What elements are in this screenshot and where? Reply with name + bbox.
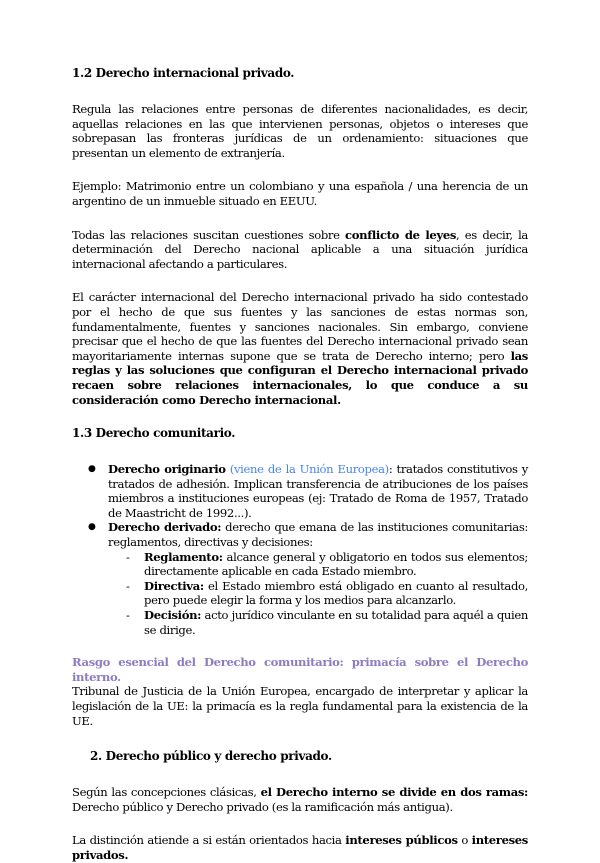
text: El carácter internacional del Derecho internacional privado ha sido contestado por el hecho de que sus fuentes y las sanciones de estas normas son, fundamentalmente, fuentes y sanciones nacionales. Sin embargo, conviene precisar que el hecho de que las fuentes del Derecho internacional privado sean mayoritariamente internas supone que se trata de Derecho interno; pero (72, 290, 528, 363)
dash-list (108, 550, 528, 638)
period: . (124, 847, 129, 862)
paragraph-dos-ramas (72, 785, 528, 814)
bold-text: el Derecho interno se divide en dos ramas: (260, 785, 528, 800)
list-item-reglamento (144, 550, 528, 579)
bullet-list (72, 462, 528, 637)
text: Derecho público y Derecho privado (es la ramificación más antigua). (72, 799, 453, 814)
bold-term: Decisión: (144, 608, 202, 623)
paragraph-example: Ejemplo: Matrimonio entre un colombiano y una española / una herencia de un argentino de un inmueble situado en EEUU. (72, 179, 528, 208)
paragraph-conflicto-leyes (72, 228, 528, 272)
text: Según las concepciones clásicas, (72, 785, 261, 800)
bold-term: Directiva: (144, 578, 204, 593)
list-item-derivado (108, 520, 528, 637)
bold-term: Derecho originario (108, 462, 226, 477)
bold-term: intereses públicos (345, 833, 458, 848)
text: o (457, 833, 472, 848)
bold-term: conflicto de leyes (345, 227, 457, 242)
blue-note: (viene de la Unión Europea) (229, 462, 389, 477)
paragraph-tribunal: Tribunal de Justicia de la Unión Europea, encargado de interpretar y aplicar la legislación de la UE: la primacía es la regla fundamental para la existencia de la UE. (72, 684, 528, 728)
bold-term: intereses privados (72, 833, 528, 862)
rasgo-esencial: Rasgo esencial del Derecho comunitario: primacía sobre el Derecho interno. (72, 655, 528, 684)
section-heading-1-2: 1.2 Derecho internacional privado. (72, 66, 295, 80)
text: Todas las relaciones suscitan cuestiones sobre (72, 227, 346, 242)
text: La distinción atiende a si están orientados hacia (72, 833, 346, 848)
section-heading-1-3: 1.3 Derecho comunitario. (72, 426, 236, 441)
text: acto jurídico vinculante en su totalidad para aquél a quien se dirige. (144, 608, 528, 637)
text: alcance general y obligatorio en todos sus elementos; directamente aplicable en cada Estado miembro. (144, 549, 528, 579)
list-item-decision (144, 608, 528, 637)
list-item-originario (108, 462, 528, 520)
bold-term: Derecho derivado: (108, 520, 222, 535)
paragraph-dip-definition: Regula las relaciones entre personas de diferentes nacionalidades, es decir, aquellas relaciones en las que intervienen personas, objetos o intereses que sobrepasan las fronteras jurídicas de un ordenamiento: situaciones que presentan un elemento de extranjería. (72, 102, 528, 160)
bold-text: las reglas y las soluciones que configuran el Derecho internacional privado recaen sobre relaciones internacionales, lo que conduce a su consideración como Derecho internacional. (72, 348, 528, 407)
text: derecho que emana de las instituciones comunitarias: reglamentos, directivas y decisiones: (108, 520, 528, 550)
text: : tratados constitutivos y tratados de adhesión. Implican transferencia de atribuciones de los países miembros a instituciones europeas (ej: Tratado de Roma de 1957, Tratado de Maastricht de 1992...). (108, 462, 528, 520)
text: el Estado miembro está obligado en cuanto al resultado, pero puede elegir la forma y los medios para alcanzarlo. (144, 578, 528, 608)
paragraph-caracter-internacional (72, 290, 528, 407)
bold-term: Reglamento: (144, 549, 223, 564)
text: , es decir, la determinación del Derecho nacional aplicable a una situación jurídica internacional afectando a particulares. (72, 227, 528, 271)
section-heading-2: 2. Derecho público y derecho privado. (90, 749, 332, 764)
list-item-directiva (144, 579, 528, 608)
